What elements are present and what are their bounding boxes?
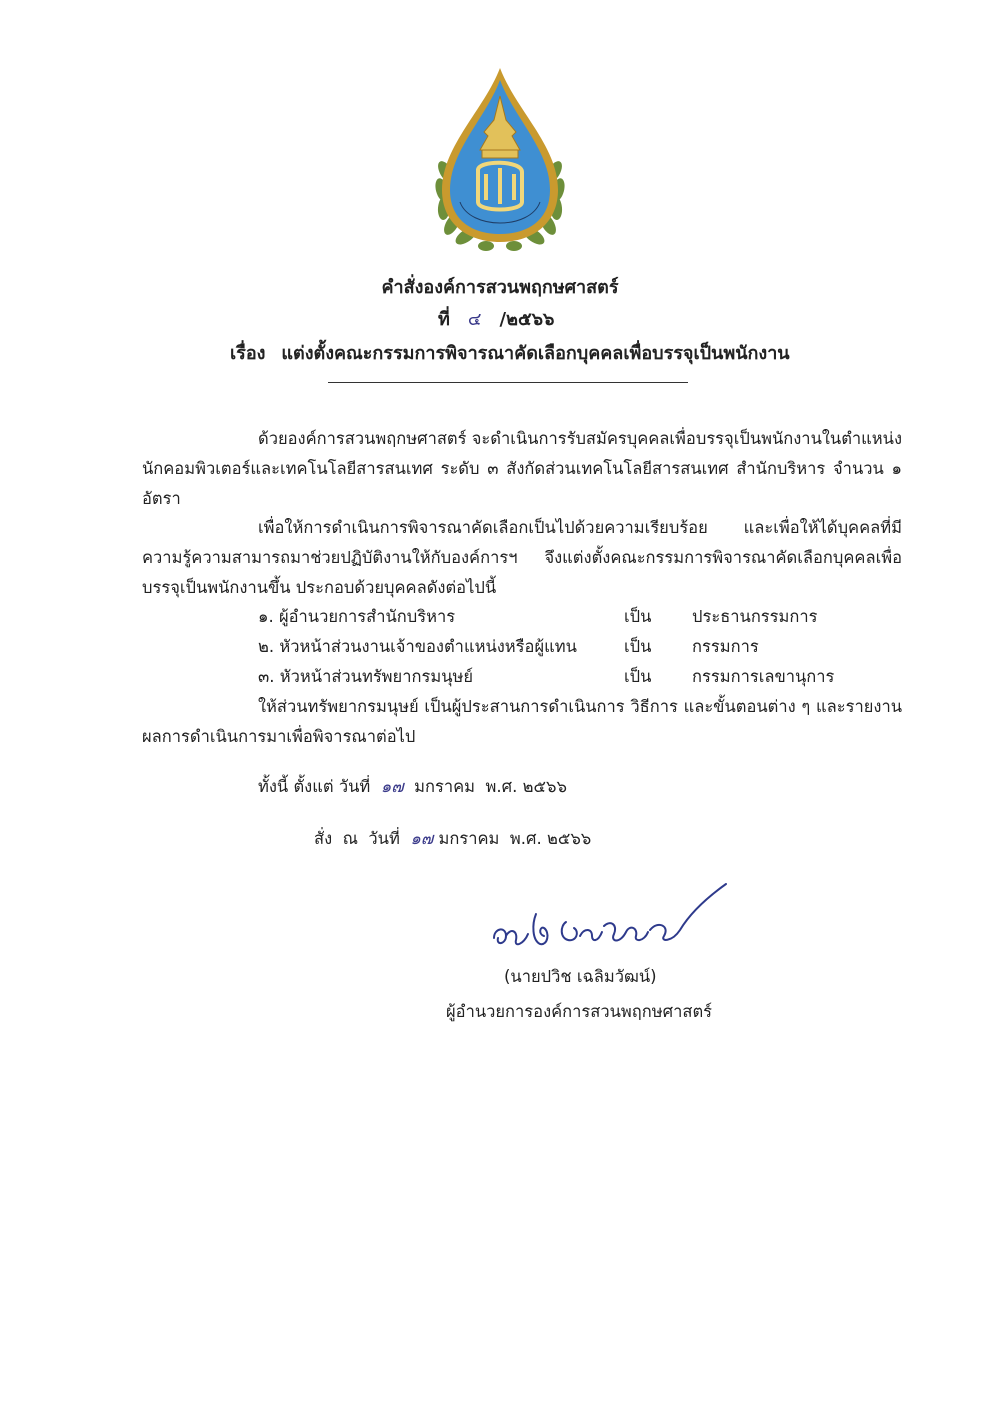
order-number-prefix: ที่ <box>438 309 450 330</box>
divider <box>328 382 688 383</box>
ordered-day: ๑๗ <box>410 829 434 848</box>
subject-label: เรื่อง <box>230 343 266 364</box>
committee-member <box>258 662 834 692</box>
member-role: กรรมการ <box>692 637 759 656</box>
subject-line <box>230 338 870 367</box>
committee-member <box>258 602 818 632</box>
subject-text: แต่งตั้งคณะกรรมการพิจารณาคัดเลือกบุคคลเพื่อบรรจุเป็นพนักงาน <box>281 343 790 364</box>
paragraph-2 <box>142 513 902 603</box>
paragraph-1-text: ด้วยองค์การสวนพฤกษศาสตร์ จะดำเนินการรับสมัครบุคคลเพื่อบรรจุเป็นพนักงานในตำแหน่งนักคอมพิวเตอร์และเทคโนโลยีสารสนเทศ ระดับ ๓ สังกัดส่วนเทคโนโลยีสารสนเทศ สำนักบริหาร จำนวน ๑ อัตรา <box>142 429 903 508</box>
ordered-prefix: สั่ง ณ วันที่ <box>314 829 400 848</box>
member-role: กรรมการเลขานุการ <box>692 667 835 686</box>
signer-position: ผู้อำนวยการองค์การสวนพฤกษศาสตร์ <box>446 1002 713 1021</box>
paragraph-3-text: ให้ส่วนทรัพยากรมนุษย์ เป็นผู้ประสานการดำเนินการ วิธีการ และขั้นตอนต่าง ๆ และรายงานผลการดำเนินการมาเพื่อพิจารณาต่อไป <box>142 697 902 746</box>
effective-prefix: ทั้งนี้ ตั้งแต่ วันที่ <box>258 777 371 796</box>
order-title: คำสั่งองค์การสวนพฤกษศาสตร์ <box>381 277 619 298</box>
signer-name: (นายปวิช เฉลิมวัฒน์) <box>504 967 657 986</box>
ordered-rest: มกราคม พ.ศ. ๒๕๖๖ <box>438 829 592 848</box>
member-as: เป็น <box>624 607 652 626</box>
order-number-suffix: /๒๕๖๖ <box>499 309 555 330</box>
member-title: ๓. หัวหน้าส่วนทรัพยากรมนุษย์ <box>258 667 474 686</box>
effective-rest: มกราคม พ.ศ. ๒๕๖๖ <box>414 777 567 796</box>
ordered-date <box>314 824 591 854</box>
signature-icon <box>488 880 738 960</box>
paragraph-1 <box>142 424 902 514</box>
order-number-line <box>438 304 678 333</box>
member-role: ประธานกรรมการ <box>692 607 818 626</box>
effective-day: ๑๗ <box>380 777 404 796</box>
member-as: เป็น <box>624 637 652 656</box>
order-number: ๔ <box>467 309 482 330</box>
member-title: ๑. ผู้อำนวยการสำนักบริหาร <box>258 607 456 626</box>
paragraph-3 <box>142 692 902 752</box>
member-as: เป็น <box>624 667 652 686</box>
committee-member <box>258 632 759 662</box>
member-title: ๒. หัวหน้าส่วนงานเจ้าของตำแหน่งหรือผู้แทน <box>258 637 577 656</box>
effective-date <box>258 772 567 802</box>
royal-seal-logo-icon <box>420 62 580 262</box>
paragraph-2-text: เพื่อให้การดำเนินการพิจารณาคัดเลือกเป็นไปด้วยความเรียบร้อย และเพื่อให้ได้บุคคลที่มีความรู้ความสามารถมาช่วยปฏิบัติงานให้กับองค์การฯ จึงแต่งตั้งคณะกรรมการพิจารณาคัดเลือกบุคคลเพื่อบรรจุเป็นพนักงานขึ้น ประกอบด้วยบุคคลดังต่อไปนี้ <box>142 518 902 597</box>
